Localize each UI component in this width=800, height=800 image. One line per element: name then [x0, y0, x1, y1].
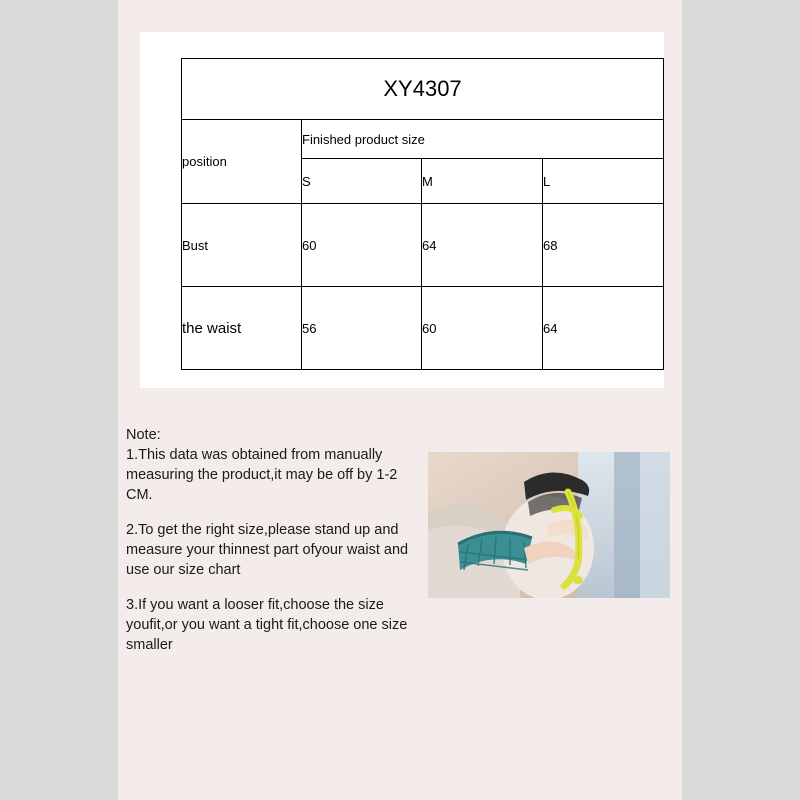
- measuring-tape-photo: [428, 452, 670, 598]
- size-header-s: S: [302, 159, 422, 204]
- header-position: position: [182, 120, 302, 204]
- bust-m-value: 64: [422, 204, 543, 287]
- notes-spacer-2: [126, 580, 426, 595]
- row-label-bust: Bust: [182, 204, 302, 287]
- document-page: [118, 0, 682, 800]
- header-finished-product-size: Finished product size: [302, 120, 664, 159]
- note-item-2: 2.To get the right size,please stand up and measure your thinnest part ofyour waist and use our size chart: [126, 522, 409, 578]
- note-item-3: 3.If you want a looser fit,choose the size youfit,or you want a tight fit,choose one size smaller: [126, 597, 408, 653]
- table-row: [182, 287, 664, 370]
- waist-s-value: 56: [302, 287, 422, 370]
- waist-m-value: 60: [422, 287, 543, 370]
- notes-spacer-1: [126, 505, 426, 520]
- table-row: [182, 204, 664, 287]
- notes-heading: Note:: [126, 427, 161, 443]
- bust-l-value: 68: [543, 204, 664, 287]
- note-item-1: 1.This data was obtained from manually measuring the product,it may be off by 1-2 CM.: [126, 447, 398, 503]
- row-label-waist: the waist: [182, 287, 302, 370]
- table-row-header-1: [182, 120, 664, 159]
- product-title: XY4307: [182, 59, 664, 120]
- size-chart-card: [140, 32, 664, 388]
- notes-block: [126, 425, 426, 655]
- waist-l-value: 64: [543, 287, 664, 370]
- table-row-title: [182, 59, 664, 120]
- size-header-l: L: [543, 159, 664, 204]
- size-header-m: M: [422, 159, 543, 204]
- size-chart-table: [181, 58, 664, 370]
- bust-s-value: 60: [302, 204, 422, 287]
